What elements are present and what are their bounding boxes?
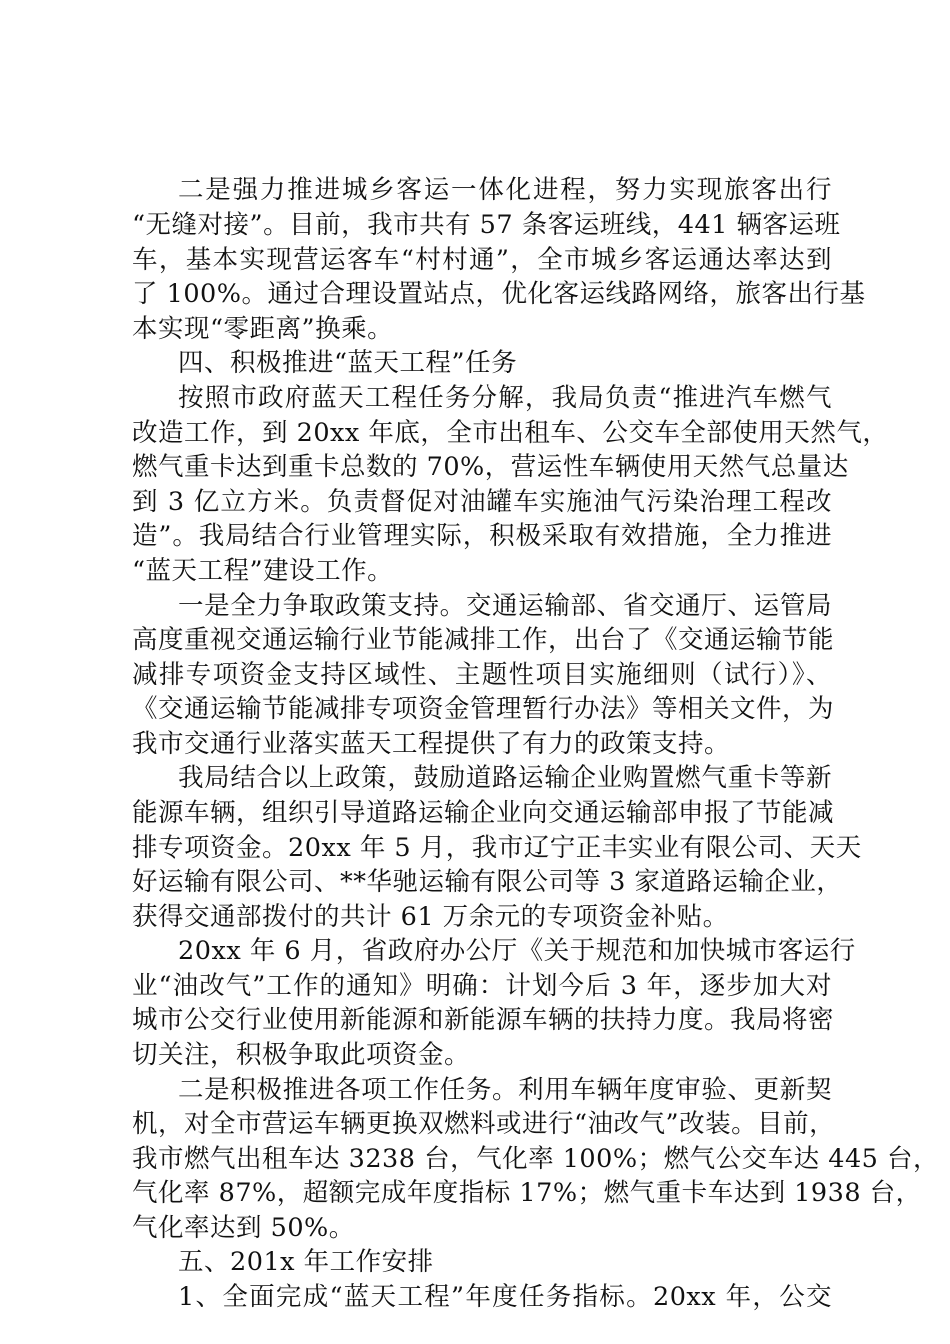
paragraph-line: 气化率 87%，超额完成年度指标 17%；燃气重卡车达到 1938 台， (132, 1178, 922, 1208)
paragraph-line: 能源车辆，组织引导道路运输企业向交通运输部申报了节能减 (132, 798, 835, 828)
paragraph-line: 城市公交行业使用新能源和新能源车辆的扶持力度。我局将密 (132, 1005, 835, 1035)
paragraph-line: 一是全力争取政策支持。交通运输部、省交通厅、运管局 (178, 591, 832, 621)
paragraph-line: 按照市政府蓝天工程任务分解，我局负责“推进汽车燃气 (178, 383, 832, 413)
paragraph-line: 气化率达到 50%。 (132, 1213, 355, 1243)
paragraph-line: 业“油改气”工作的通知》明确：计划今后 3 年，逐步加大对 (132, 971, 832, 1001)
paragraph-line: 造”。我局结合行业管理实际，积极采取有效措施，全力推进 (132, 521, 832, 551)
paragraph-line: 燃气重卡达到重卡总数的 70%，营运性车辆使用天然气总量达 (132, 452, 849, 482)
paragraph-line: 切关注，积极争取此项资金。 (132, 1040, 471, 1070)
paragraph-line: 改造工作，到 20xx 年底，全市出租车、公交车全部使用天然气， (132, 418, 889, 448)
paragraph-line: 到 3 亿立方米。负责督促对油罐车实施油气污染治理工程改 (132, 487, 832, 517)
paragraph-line: 排专项资金。20xx 年 5 月，我市辽宁正丰实业有限公司、天天 (132, 833, 862, 863)
paragraph-line: 《交通运输节能减排专项资金管理暂行办法》等相关文件，为 (132, 694, 835, 724)
paragraph-line: 我市燃气出租车达 3238 台，气化率 100%；燃气公交车达 445 台， (132, 1144, 939, 1174)
section-heading: 五、201x 年工作安排 (178, 1247, 434, 1277)
paragraph-line: “蓝天工程”建设工作。 (132, 556, 394, 586)
paragraph-line: 减排专项资金支持区域性、主题性项目实施细则（试行）》、 (132, 660, 832, 690)
section-heading: 四、积极推进“蓝天工程”任务 (178, 348, 518, 378)
paragraph-line: “无缝对接”。目前，我市共有 57 条客运班线，441 辆客运班 (132, 210, 841, 240)
paragraph-line: 我市交通行业落实蓝天工程提供了有力的政策支持。 (132, 729, 731, 759)
paragraph-line: 好运输有限公司、**华驰运输有限公司等 3 家道路运输企业， (132, 867, 843, 897)
paragraph-line: 获得交通部拨付的共计 61 万余元的专项资金补贴。 (132, 902, 729, 932)
paragraph-line: 20xx 年 6 月，省政府办公厅《关于规范和加快城市客运行 (178, 936, 856, 966)
paragraph-line: 本实现“零距离”换乘。 (132, 314, 394, 344)
paragraph-line: 二是积极推进各项工作任务。利用车辆年度审验、更新契 (178, 1075, 832, 1105)
paragraph-line: 高度重视交通运输行业节能减排工作，出台了《交通运输节能 (132, 625, 835, 655)
paragraph-line: 机，对全市营运车辆更换双燃料或进行“油改气”改装。目前， (132, 1109, 836, 1139)
paragraph-line: 二是强力推进城乡客运一体化进程，努力实现旅客出行 (178, 175, 832, 205)
paragraph-line: 1、全面完成“蓝天工程”年度任务指标。20xx 年，公交 (178, 1282, 832, 1312)
paragraph-line: 了 100%。通过合理设置站点，优化客运线路网络，旅客出行基 (132, 279, 866, 309)
paragraph-line: 车，基本实现营运客车“村村通”，全市城乡客运通达率达到 (132, 245, 832, 275)
paragraph-line: 我局结合以上政策，鼓励道路运输企业购置燃气重卡等新 (178, 763, 832, 793)
